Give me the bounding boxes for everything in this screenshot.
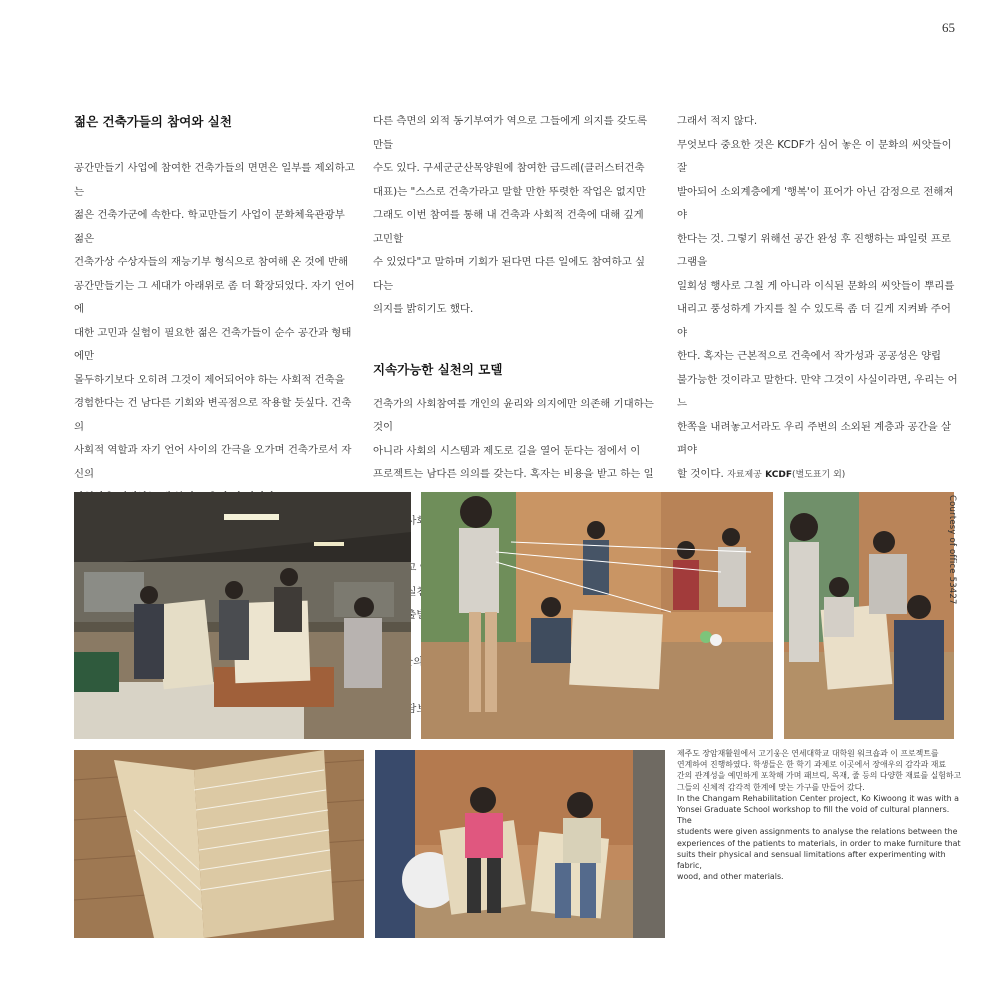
- caption-english-line: students were given assignments to analyse the relations between the: [677, 827, 958, 837]
- body-line: 경험한다는 건 남다른 기회와 변곡점으로 작용할 듯싶다. 건축의: [74, 397, 352, 433]
- text-column-3: [677, 110, 959, 487]
- body-line: 대한 고민과 실험이 필요한 젊은 건축가들이 순수 공간과 형태에만: [74, 326, 352, 362]
- photo-caption: [677, 748, 962, 882]
- caption-korean-line: 그들의 신체적 감각적 한계에 맞는 가구를 만들어 갔다.: [677, 782, 865, 792]
- caption-korean-line: 제주도 장암재활원에서 고기웅은 연세대학교 대학원 워크숍과 이 프로젝트를: [677, 749, 939, 758]
- body-line: 불가능한 것이라고 말한다. 만약 그것이 사실이라면, 우리는 어느: [677, 373, 958, 409]
- body-line-with-credit: [677, 463, 959, 488]
- caption-english-line: Yonsei Graduate School workshop to fill the void of cultural planners. The: [677, 805, 950, 826]
- section-heading-sustainable-model: 지속가능한 실천의 모델: [373, 362, 503, 377]
- caption-english-line: In the Changam Rehabilitation Center project, Ko Kiwoong it was with a: [677, 793, 960, 803]
- body-line: 아니라 사회의 시스템과 제도로 길을 열어 둔다는 점에서 이: [373, 444, 641, 457]
- body-line: 수도 있다. 구세군군산목양원에 참여한 급드레(클러스터건축: [373, 162, 645, 174]
- body-line: 프로젝트는 남다른 의의를 갖는다. 혹자는 비용을 받고 하는 일: [373, 468, 654, 480]
- caption-korean-line: 연계하여 진행하였다. 학생들은 한 학기 과제로 이곳에서 장애우의 감각과 재료: [677, 760, 946, 770]
- body-line: 건축가의 사회참여를 개인의 윤리와 의지에만 의존해 기대하는 것이: [373, 397, 654, 433]
- credit-label: 자료제공: [727, 469, 762, 480]
- body-line: 그래서 적지 않다.: [677, 115, 758, 127]
- caption-english-line: experiences of the patients to materials, in order to make furniture that: [677, 838, 961, 848]
- body-line: 무엇보다 중요한 것은 KCDF가 심어 놓은 이 문화의 씨앗들이 잘: [677, 138, 952, 174]
- body-line: 건축가상 수상자들의 재능기부 형식으로 참여해 온 것에 반해: [74, 256, 349, 268]
- section-heading-young-architects: 젊은 건축가들의 참여와 실천: [74, 114, 232, 129]
- photo-string-chair: [74, 750, 364, 938]
- photo-assembling-chair: [784, 492, 954, 739]
- credit-org: KCDF: [765, 469, 792, 480]
- body-line: 한다는 것. 그렇기 위해선 공간 완성 후 진행하는 파일럿 프로그램을: [677, 232, 951, 268]
- body-line: 내리고 풍성하게 가지를 칠 수 있도록 좀 더 길게 지켜봐 주어야: [677, 303, 951, 339]
- photo-workshop-hall: [74, 492, 411, 739]
- body-line: 발아되어 소외계층에게 '행복'이 표어가 아닌 감정으로 전해져야: [677, 185, 954, 221]
- caption-korean-line: 간의 관계성을 예민하게 포착해 가며 패브릭, 목재, 줄 등의 다양한 재료를 실험하고: [677, 771, 962, 781]
- body-line: 공간만들기 사업에 참여한 건축가들의 면면은 일부를 제외하고는: [74, 162, 355, 198]
- photo-girls-sitting: [375, 750, 665, 938]
- photo-students-strings: [421, 492, 773, 739]
- body-line: 사회적 역할과 자기 언어 사이의 간극을 오가며 건축가로서 자신의: [74, 444, 352, 480]
- caption-english-line: suits their physical and sensual limitations after experimenting with fabric,: [677, 849, 946, 871]
- body-line: 한쪽을 내려놓고서라도 우리 주변의 소외된 계층과 공간을 살펴야: [677, 420, 952, 456]
- photo-credit: Courtesy of office 53427: [947, 495, 957, 605]
- body-line: 몰두하기보다 오히려 그것이 제어되어야 하는 사회적 건축을: [74, 373, 345, 386]
- body-line: 한다. 혹자는 근본적으로 건축에서 작가성과 공공성은 양립: [677, 350, 942, 362]
- page-number: 65: [942, 20, 955, 35]
- body-line: 의지를 밝히기도 했다.: [373, 303, 474, 315]
- body-line: 실천: [406, 585, 427, 598]
- body-line: 수 있었다"고 말하며 기회가 된다면 다른 일에도 참여하고 싶다는: [373, 256, 646, 292]
- body-line: 대표)는 "스스로 건축가라고 말할 만한 뚜렷한 작업은 없지만: [373, 185, 646, 198]
- credit-tail: (별도표기 외): [791, 469, 846, 480]
- body-line: 젊은 건축가군에 속한다. 학교만들기 사업이 문화체육관광부 젊은: [74, 209, 345, 245]
- body-line: 그래도 이번 참여를 통해 내 건축과 사회적 건축에 대해 깊게 고민할: [373, 209, 644, 245]
- body-line: 공간만들기는 그 세대가 아래위로 좀 더 확장되었다. 자기 언어에: [74, 279, 355, 315]
- body-line: 다른 측면의 외적 동기부여가 역으로 그들에게 의지를 갖도록 만들: [373, 115, 648, 151]
- body-line-end: 할 것이다.: [677, 467, 724, 480]
- body-line: 일회성 행사로 그칠 게 아니라 이식된 문화의 씨앗들이 뿌리를: [677, 279, 955, 292]
- caption-english-line: wood, and other materials.: [677, 872, 784, 882]
